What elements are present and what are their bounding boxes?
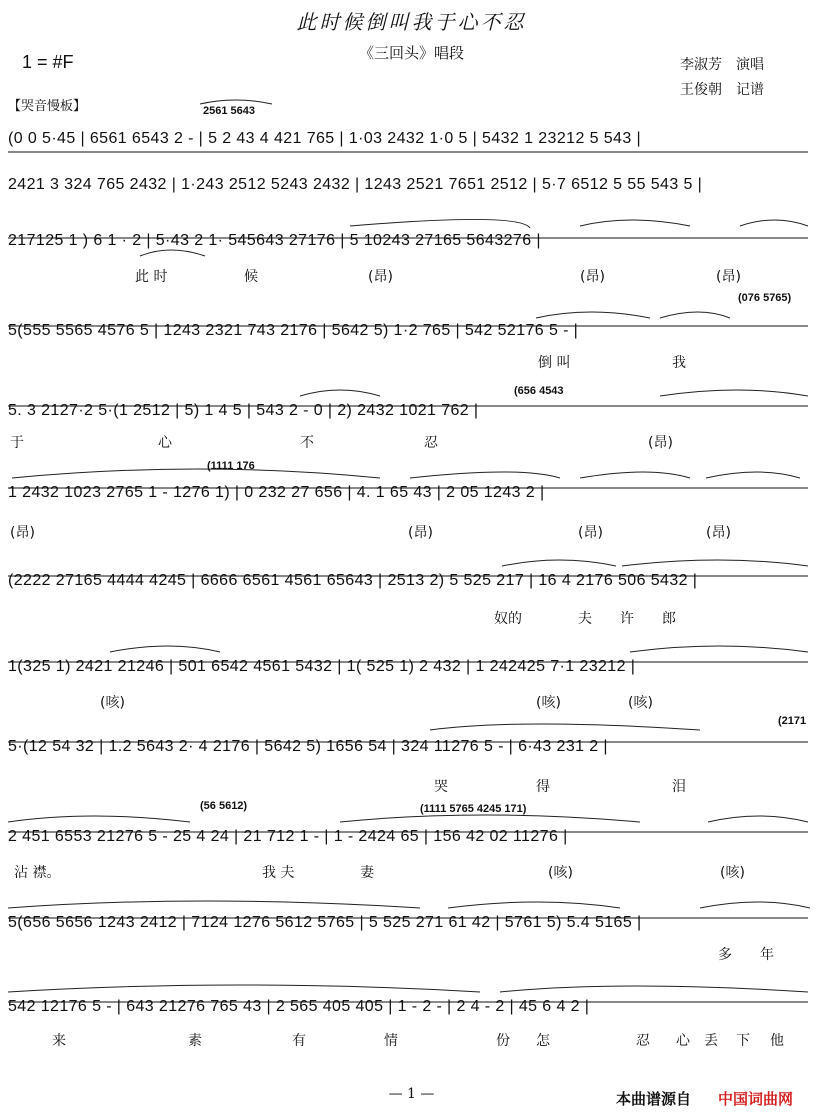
score-line-music: 5. 3 2127·2 5·(1 2512 | 5) 1 4 5 | 543 2 - 0 | 2) 2432 1021 762 |	[8, 402, 479, 419]
lyric-text: (咳)	[720, 865, 745, 881]
lyric-text: (昂)	[716, 269, 741, 285]
lyric-text: 多	[718, 947, 732, 963]
lyric-text: (昂)	[580, 269, 605, 285]
score-line-music: 5(656 5656 1243 2412 | 7124 1276 5612 5765 | 5 525 271 61 42 | 5761 5) 5.4 5165 |	[8, 914, 642, 931]
lyric-text: 奴的	[494, 611, 522, 627]
lyric-text: 此 时	[135, 269, 168, 285]
lyric-text: 哭	[434, 779, 448, 795]
lyric-text: (咳)	[628, 695, 653, 711]
lyric-text: 我	[672, 355, 686, 371]
grace-notes: (1111 5765 4245 171)	[420, 803, 527, 815]
source-label: 本曲谱源自	[616, 1090, 692, 1108]
grace-notes: (2171	[778, 715, 807, 727]
lyric-text: 怎	[536, 1033, 550, 1049]
lyric-text: 他	[770, 1033, 784, 1049]
lyric-text: 忍	[424, 435, 438, 451]
tempo-marking: 【哭音慢板】	[8, 99, 87, 114]
lyric-text: (昂)	[408, 525, 433, 541]
lyric-text: (昂)	[648, 435, 673, 451]
lyric-text: 许	[620, 611, 634, 627]
lyric-text: 份	[496, 1033, 510, 1049]
score-line-music: (2222 27165 4444 4245 | 6666 6561 4561 65643 | 2513 2) 5 525 217 | 16 4 2176 506 5432 |	[8, 572, 698, 589]
score-line-music: 5(555 5565 4576 5 | 1243 2321 743 2176 | 5642 5) 1·2 765 | 542 52176 5 - |	[8, 322, 579, 339]
grace-notes: (1111 176	[207, 460, 255, 472]
transcriber-credit: 王俊朝 记谱	[680, 82, 764, 98]
lyric-text: (咳)	[100, 695, 125, 711]
source-site-link[interactable]: 中国词曲网	[718, 1090, 794, 1108]
lyric-text: 下	[736, 1033, 750, 1049]
score-line-music: 1 2432 1023 2765 1 - 1276 1) | 0 232 27 656 | 4. 1 65 43 | 2 05 1243 2 |	[8, 484, 545, 501]
singer-credit: 李淑芳 演唱	[680, 57, 764, 73]
lyric-text: 素	[188, 1033, 202, 1049]
lyric-text: (昂)	[368, 269, 393, 285]
lyric-text: 沾 襟。	[14, 865, 61, 881]
lyric-text: 忍	[636, 1033, 650, 1049]
lyric-text: 得	[536, 779, 550, 795]
lyric-text: 倒 叫	[538, 355, 571, 371]
lyric-text: 情	[384, 1033, 398, 1049]
lyric-text: 年	[760, 947, 774, 963]
score-title: 此时候倒叫我于心不忍	[296, 10, 527, 34]
lyric-text: 来	[52, 1033, 66, 1049]
lyric-text: 夫	[578, 611, 592, 627]
lyric-text: (咳)	[548, 865, 573, 881]
score-line-music: 5·(12 54 32 | 1.2 5643 2· 4 2176 | 5642 5) 1656 54 | 324 11276 5 - | 6·43 231 2 |	[8, 738, 608, 755]
grace-notes: (076 5765)	[738, 292, 792, 304]
lyric-text: 泪	[672, 779, 686, 795]
lyric-text: (昂)	[706, 525, 731, 541]
lyric-text: (咳)	[536, 695, 561, 711]
score-line-music: 217125 1 ) 6 1 · 2 | 5·43 2 1· 545643 27176 | 5 10243 27165 5643276 |	[8, 232, 541, 249]
lyric-text: 我 夫	[262, 865, 295, 881]
lyric-text: 有	[292, 1033, 306, 1049]
score-line-music: 2421 3 324 765 2432 | 1·243 2512 5243 2432 | 1243 2521 7651 2512 | 5·7 6512 5 55 543 5 |	[8, 176, 703, 193]
lyric-text: (昂)	[578, 525, 603, 541]
lyric-text: (昂)	[10, 525, 35, 541]
lyric-text: 心	[158, 435, 172, 451]
score-line-music: 1(325 1) 2421 21246 | 501 6542 4561 5432 | 1( 525 1) 2 432 | 1 242425 7·1 23212 |	[8, 658, 636, 675]
lyric-text: 于	[10, 435, 24, 451]
grace-notes: (656 4543	[514, 385, 564, 397]
lyric-text: 郎	[662, 611, 676, 627]
grace-notes: (56 5612)	[200, 800, 248, 812]
score-line-music: (0 0 5·45 | 6561 6543 2 - | 5 2 43 4 421 765 | 1·03 2432 1·0 5 | 5432 1 23212 5 543 |	[8, 130, 642, 147]
lyric-text: 妻	[360, 865, 374, 881]
page-number: — 1 —	[388, 1086, 435, 1102]
lyric-text: 不	[300, 435, 314, 451]
score-line-music: 2 451 6553 21276 5 - 25 4 24 | 21 712 1 - | 1 - 2424 65 | 156 42 02 11276 |	[8, 828, 568, 845]
lyric-text: 丢	[704, 1033, 718, 1049]
score-line-music: 542 12176 5 - | 643 21276 765 43 | 2 565 405 405 | 1 - 2 - | 2 4 - 2 | 45 6 4 2 |	[8, 998, 590, 1015]
score-subtitle: 《三回头》唱段	[358, 44, 464, 62]
lyric-text: 心	[676, 1033, 690, 1049]
key-signature: 1 = #F	[22, 52, 74, 72]
grace-notes: 2561 5643	[203, 105, 255, 117]
lyric-text: 候	[244, 269, 258, 285]
